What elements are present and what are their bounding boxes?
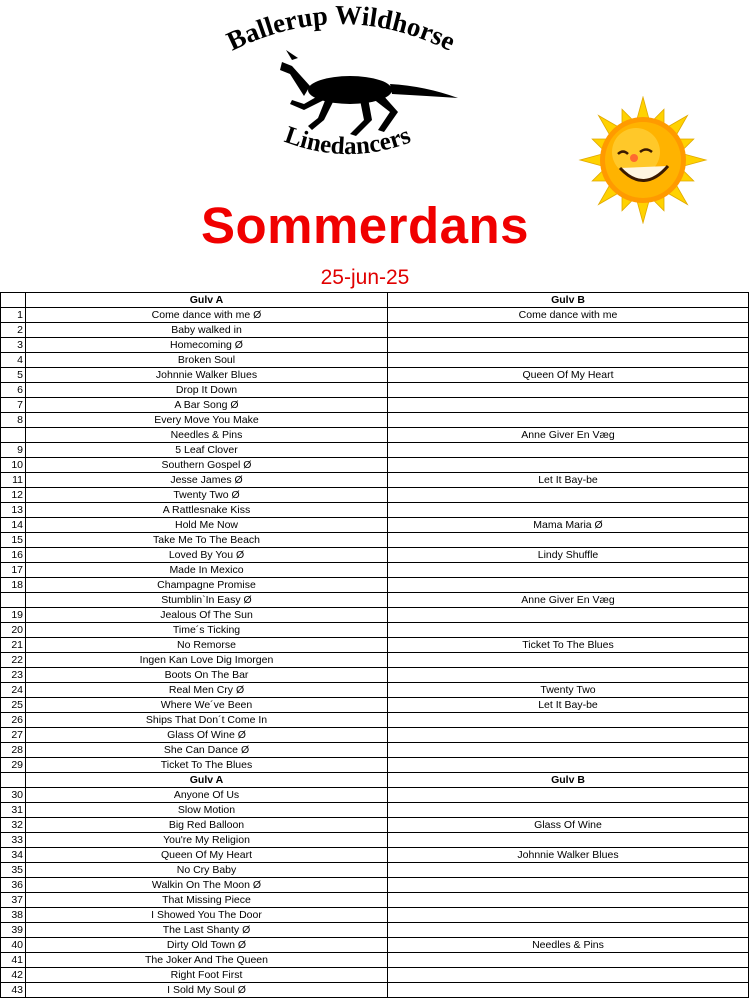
gulv-b-cell	[388, 653, 749, 668]
gulv-a-cell: Baby walked in	[26, 323, 388, 338]
gulv-a-cell: Loved By You Ø	[26, 548, 388, 563]
gulv-b-cell	[388, 743, 749, 758]
table-row	[1, 428, 749, 443]
gulv-b-cell	[388, 503, 749, 518]
dance-number: 14	[1, 518, 26, 533]
dance-number: 17	[1, 563, 26, 578]
logo-bottom-text: Linedancers	[281, 121, 415, 161]
table-row	[1, 443, 749, 458]
gulv-a-cell: 5 Leaf Clover	[26, 443, 388, 458]
table-row	[1, 743, 749, 758]
gulv-b-cell: Lindy Shuffle	[388, 548, 749, 563]
gulv-a-cell: Right Foot First	[26, 968, 388, 983]
gulv-a-cell: Stumblin`In Easy Ø	[26, 593, 388, 608]
gulv-b-cell	[388, 728, 749, 743]
gulv-a-cell: Homecoming Ø	[26, 338, 388, 353]
gulv-a-cell: Queen Of My Heart	[26, 848, 388, 863]
gulv-b-cell: Needles & Pins	[388, 938, 749, 953]
gulv-a-cell: I Sold My Soul Ø	[26, 983, 388, 998]
gulv-a-cell: Jesse James Ø	[26, 473, 388, 488]
gulv-b-cell	[388, 923, 749, 938]
table-row	[1, 833, 749, 848]
table-row	[1, 413, 749, 428]
gulv-b-cell	[388, 338, 749, 353]
dance-number: 1	[1, 308, 26, 323]
table-row	[1, 398, 749, 413]
gulv-b-cell	[388, 608, 749, 623]
dance-number: 40	[1, 938, 26, 953]
dance-number: 25	[1, 698, 26, 713]
horse-icon	[280, 50, 458, 136]
dance-number: 22	[1, 653, 26, 668]
dance-number	[1, 773, 26, 788]
gulv-a-cell: Hold Me Now	[26, 518, 388, 533]
dance-number: 2	[1, 323, 26, 338]
table-row	[1, 893, 749, 908]
gulv-a-cell: Gulv A	[26, 773, 388, 788]
table-row	[1, 788, 749, 803]
table-row	[1, 323, 749, 338]
gulv-b-cell	[388, 788, 749, 803]
dance-number: 4	[1, 353, 26, 368]
gulv-b-cell	[388, 578, 749, 593]
gulv-b-cell	[388, 908, 749, 923]
floor-header-row	[1, 293, 749, 308]
dance-number: 20	[1, 623, 26, 638]
gulv-b-cell	[388, 533, 749, 548]
gulv-a-cell: I Showed You The Door	[26, 908, 388, 923]
gulv-b-cell	[388, 323, 749, 338]
gulv-b-cell: Ticket To The Blues	[388, 638, 749, 653]
gulv-a-cell: Dirty Old Town Ø	[26, 938, 388, 953]
dance-number: 18	[1, 578, 26, 593]
dance-number: 21	[1, 638, 26, 653]
table-row	[1, 473, 749, 488]
table-row	[1, 968, 749, 983]
table-row	[1, 338, 749, 353]
table-row	[1, 368, 749, 383]
gulv-b-cell: Twenty Two	[388, 683, 749, 698]
table-row	[1, 728, 749, 743]
table-row	[1, 863, 749, 878]
dance-number: 8	[1, 413, 26, 428]
gulv-b-cell: Queen Of My Heart	[388, 368, 749, 383]
gulv-b-cell	[388, 878, 749, 893]
dance-number: 3	[1, 338, 26, 353]
dance-number: 16	[1, 548, 26, 563]
gulv-b-cell	[388, 863, 749, 878]
table-row	[1, 668, 749, 683]
gulv-b-cell: Let It Bay-be	[388, 698, 749, 713]
dance-number: 9	[1, 443, 26, 458]
table-row	[1, 683, 749, 698]
table-row	[1, 923, 749, 938]
gulv-b-cell: Let It Bay-be	[388, 473, 749, 488]
floor-header-row	[1, 773, 749, 788]
gulv-b-cell	[388, 833, 749, 848]
table-row	[1, 608, 749, 623]
gulv-a-cell: Twenty Two Ø	[26, 488, 388, 503]
gulv-a-cell: A Bar Song Ø	[26, 398, 388, 413]
gulv-a-cell: Where We´ve Been	[26, 698, 388, 713]
table-row	[1, 533, 749, 548]
dance-number	[1, 428, 26, 443]
gulv-a-cell: No Remorse	[26, 638, 388, 653]
dance-number: 13	[1, 503, 26, 518]
gulv-b-cell: Mama Maria Ø	[388, 518, 749, 533]
gulv-a-cell: Ticket To The Blues	[26, 758, 388, 773]
gulv-b-cell	[388, 893, 749, 908]
dance-number: 33	[1, 833, 26, 848]
gulv-b-cell: Gulv B	[388, 293, 749, 308]
gulv-a-cell: No Cry Baby	[26, 863, 388, 878]
table-row	[1, 878, 749, 893]
dance-number: 43	[1, 983, 26, 998]
gulv-b-cell: Glass Of Wine	[388, 818, 749, 833]
gulv-a-cell: Champagne Promise	[26, 578, 388, 593]
dance-number: 36	[1, 878, 26, 893]
gulv-b-cell: Anne Giver En Væg	[388, 428, 749, 443]
dance-number: 7	[1, 398, 26, 413]
dance-number: 41	[1, 953, 26, 968]
dance-number	[1, 293, 26, 308]
gulv-a-cell: Jealous Of The Sun	[26, 608, 388, 623]
dance-number: 37	[1, 893, 26, 908]
dance-number: 29	[1, 758, 26, 773]
dance-number: 27	[1, 728, 26, 743]
page-title: Sommerdans	[200, 197, 530, 254]
table-row	[1, 593, 749, 608]
gulv-a-cell: Made In Mexico	[26, 563, 388, 578]
dance-schedule-table	[0, 292, 749, 998]
gulv-b-cell	[388, 803, 749, 818]
gulv-a-cell: The Last Shanty Ø	[26, 923, 388, 938]
gulv-a-cell: That Missing Piece	[26, 893, 388, 908]
table-row	[1, 908, 749, 923]
dance-number: 6	[1, 383, 26, 398]
table-row	[1, 638, 749, 653]
dance-number: 42	[1, 968, 26, 983]
dance-number: 38	[1, 908, 26, 923]
gulv-a-cell: Anyone Of Us	[26, 788, 388, 803]
table-row	[1, 653, 749, 668]
table-row	[1, 938, 749, 953]
gulv-a-cell: A Rattlesnake Kiss	[26, 503, 388, 518]
dance-number: 31	[1, 803, 26, 818]
table-row	[1, 953, 749, 968]
gulv-b-cell	[388, 413, 749, 428]
gulv-a-cell: Boots On The Bar	[26, 668, 388, 683]
logo-top-text: Ballerup Wildhorse	[221, 0, 461, 57]
gulv-b-cell: Anne Giver En Væg	[388, 593, 749, 608]
gulv-a-cell: Come dance with me Ø	[26, 308, 388, 323]
dance-number: 32	[1, 818, 26, 833]
dance-number: 39	[1, 923, 26, 938]
dance-number: 28	[1, 743, 26, 758]
gulv-a-cell: Walkin On The Moon Ø	[26, 878, 388, 893]
gulv-b-cell: Gulv B	[388, 773, 749, 788]
dance-number: 5	[1, 368, 26, 383]
gulv-b-cell	[388, 968, 749, 983]
gulv-b-cell	[388, 353, 749, 368]
gulv-a-cell: Gulv A	[26, 293, 388, 308]
dance-number: 30	[1, 788, 26, 803]
table-row	[1, 983, 749, 998]
gulv-a-cell: Needles & Pins	[26, 428, 388, 443]
table-row	[1, 698, 749, 713]
table-row	[1, 818, 749, 833]
dance-number: 12	[1, 488, 26, 503]
dance-number: 23	[1, 668, 26, 683]
gulv-a-cell: The Joker And The Queen	[26, 953, 388, 968]
table-row	[1, 848, 749, 863]
gulv-b-cell	[388, 383, 749, 398]
dance-number: 35	[1, 863, 26, 878]
gulv-b-cell	[388, 713, 749, 728]
gulv-a-cell: Time´s Ticking	[26, 623, 388, 638]
dance-number	[1, 593, 26, 608]
table-row	[1, 758, 749, 773]
gulv-b-cell: Come dance with me	[388, 308, 749, 323]
gulv-a-cell: Ingen Kan Love Dig Imorgen	[26, 653, 388, 668]
gulv-b-cell	[388, 443, 749, 458]
gulv-a-cell: Glass Of Wine Ø	[26, 728, 388, 743]
gulv-a-cell: Big Red Balloon	[26, 818, 388, 833]
gulv-a-cell: Broken Soul	[26, 353, 388, 368]
gulv-b-cell	[388, 488, 749, 503]
table-row	[1, 563, 749, 578]
table-row	[1, 383, 749, 398]
gulv-b-cell	[388, 398, 749, 413]
table-row	[1, 353, 749, 368]
gulv-a-cell: Johnnie Walker Blues	[26, 368, 388, 383]
gulv-b-cell	[388, 458, 749, 473]
dance-number: 24	[1, 683, 26, 698]
table-row	[1, 548, 749, 563]
gulv-b-cell	[388, 953, 749, 968]
gulv-b-cell	[388, 563, 749, 578]
gulv-b-cell: Johnnie Walker Blues	[388, 848, 749, 863]
table-row	[1, 803, 749, 818]
table-row	[1, 308, 749, 323]
event-date: 25-jun-25	[320, 266, 410, 289]
gulv-a-cell: Ships That Don´t Come In	[26, 713, 388, 728]
dance-number: 15	[1, 533, 26, 548]
gulv-a-cell: Take Me To The Beach	[26, 533, 388, 548]
gulv-b-cell	[388, 668, 749, 683]
gulv-b-cell	[388, 983, 749, 998]
table-row	[1, 488, 749, 503]
table-row	[1, 623, 749, 638]
dance-number: 10	[1, 458, 26, 473]
table-row	[1, 713, 749, 728]
table-row	[1, 578, 749, 593]
table-row	[1, 503, 749, 518]
gulv-a-cell: Real Men Cry Ø	[26, 683, 388, 698]
dance-number: 11	[1, 473, 26, 488]
gulv-a-cell: You're My Religion	[26, 833, 388, 848]
dance-number: 26	[1, 713, 26, 728]
gulv-b-cell	[388, 758, 749, 773]
gulv-a-cell: Slow Motion	[26, 803, 388, 818]
dance-number: 34	[1, 848, 26, 863]
table-row	[1, 458, 749, 473]
gulv-b-cell	[388, 623, 749, 638]
gulv-a-cell: She Can Dance Ø	[26, 743, 388, 758]
table-row	[1, 518, 749, 533]
gulv-a-cell: Drop It Down	[26, 383, 388, 398]
dance-number: 19	[1, 608, 26, 623]
gulv-a-cell: Every Move You Make	[26, 413, 388, 428]
gulv-a-cell: Southern Gospel Ø	[26, 458, 388, 473]
club-logo	[200, 0, 480, 180]
